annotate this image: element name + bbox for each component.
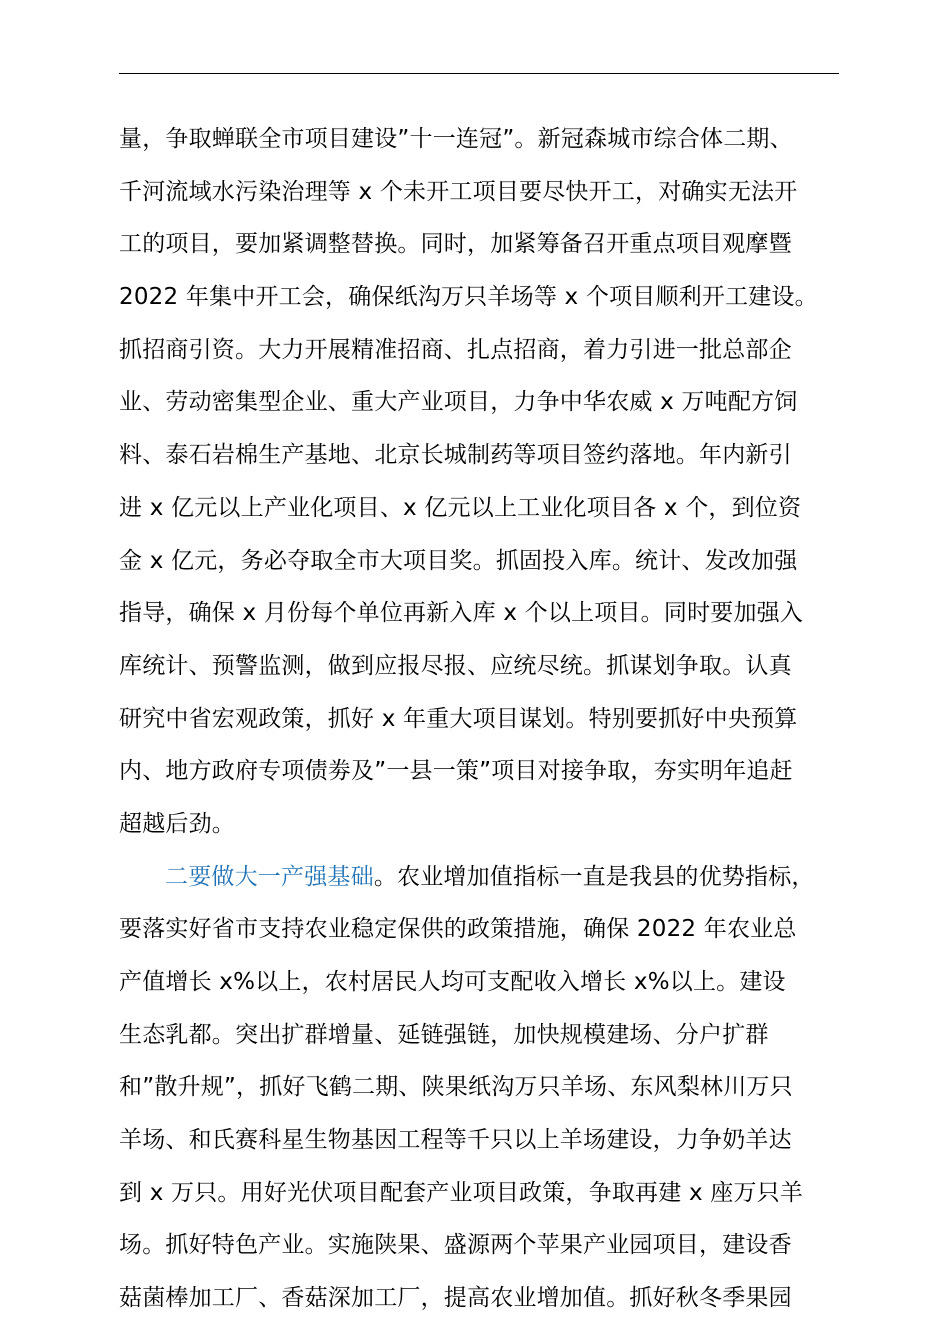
document-body bbox=[119, 113, 849, 1325]
text-line: 研究中省宏观政策，抓好 x 年重大项目谋划。特别要抓好中央预算 bbox=[119, 705, 798, 732]
text-line: 业、劳动密集型企业、重大产业项目，力争中华农威 x 万吨配方饲 bbox=[119, 389, 798, 416]
text-line: 进 x 亿元以上产业化项目、x 亿元以上工业化项目各 x 个，到位资 bbox=[119, 494, 802, 521]
header-rule bbox=[119, 73, 839, 74]
text-line: 和”散升规”，抓好飞鹤二期、陕果纸沟万只羊场、东风梨林川万只 bbox=[119, 1074, 793, 1101]
text-span: 。农业增加值指标一直是我县的优势指标， bbox=[373, 863, 815, 890]
paragraph-1 bbox=[119, 113, 849, 851]
text-line: 羊场、和氏赛科星生物基因工程等千只以上羊场建设，力争奶羊达 bbox=[119, 1127, 792, 1154]
text-line: 金 x 亿元，务必夺取全市大项目奖。抓固投入库。统计、发改加强 bbox=[119, 547, 798, 574]
section-heading: 二要做大一产强基础 bbox=[165, 863, 374, 890]
paragraph-2 bbox=[119, 851, 849, 1325]
text-line: 指导，确保 x 月份每个单位再新入库 x 个以上项目。同时要加强入 bbox=[119, 600, 804, 627]
text-line-first bbox=[119, 851, 849, 904]
text-line: 2022 年集中开工会，确保纸沟万只羊场等 x 个项目顺利开工建设。 bbox=[119, 284, 818, 311]
text-line: 菇菌棒加工厂、香菇深加工厂，提高农业增加值。抓好秋冬季果园 bbox=[119, 1285, 792, 1312]
text-line: 料、泰石岩棉生产基地、北京长城制药等项目签约落地。年内新引 bbox=[119, 442, 792, 469]
text-line: 内、地方政府专项债劵及”一县一策”项目对接争取，夯实明年追赶 bbox=[119, 758, 793, 785]
text-line: 库统计、预警监测，做到应报尽报、应统尽统。抓谋划争取。认真 bbox=[119, 652, 792, 679]
text-line: 超越后劲。 bbox=[119, 810, 235, 837]
text-line: 到 x 万只。用好光伏项目配套产业项目政策，争取再建 x 座万只羊 bbox=[119, 1179, 804, 1206]
text-line: 千河流域水污染治理等 x 个未开工项目要尽快开工，对确实无法开 bbox=[119, 178, 798, 205]
text-line: 生态乳都。突出扩群增量、延链强链，加快规模建场、分户扩群 bbox=[119, 1021, 769, 1048]
text-line: 产值增长 x%以上，农村居民人均可支配收入增长 x%以上。建设 bbox=[119, 969, 786, 995]
text-line: 抓招商引资。大力开展精准招商、扎点招商，着力引进一批总部企 bbox=[119, 336, 792, 363]
text-line: 场。抓好特色产业。实施陕果、盛源两个苹果产业园项目，建设香 bbox=[119, 1232, 792, 1259]
text-line: 要落实好省市支持农业稳定保供的政策措施，确保 2022 年农业总 bbox=[119, 916, 797, 943]
text-line: 量，争取蝉联全市项目建设”十一连冠”。新冠森城市综合体二期、 bbox=[119, 126, 793, 152]
text-line: 工的项目，要加紧调整替换。同时，加紧筹备召开重点项目观摩暨 bbox=[119, 231, 792, 258]
